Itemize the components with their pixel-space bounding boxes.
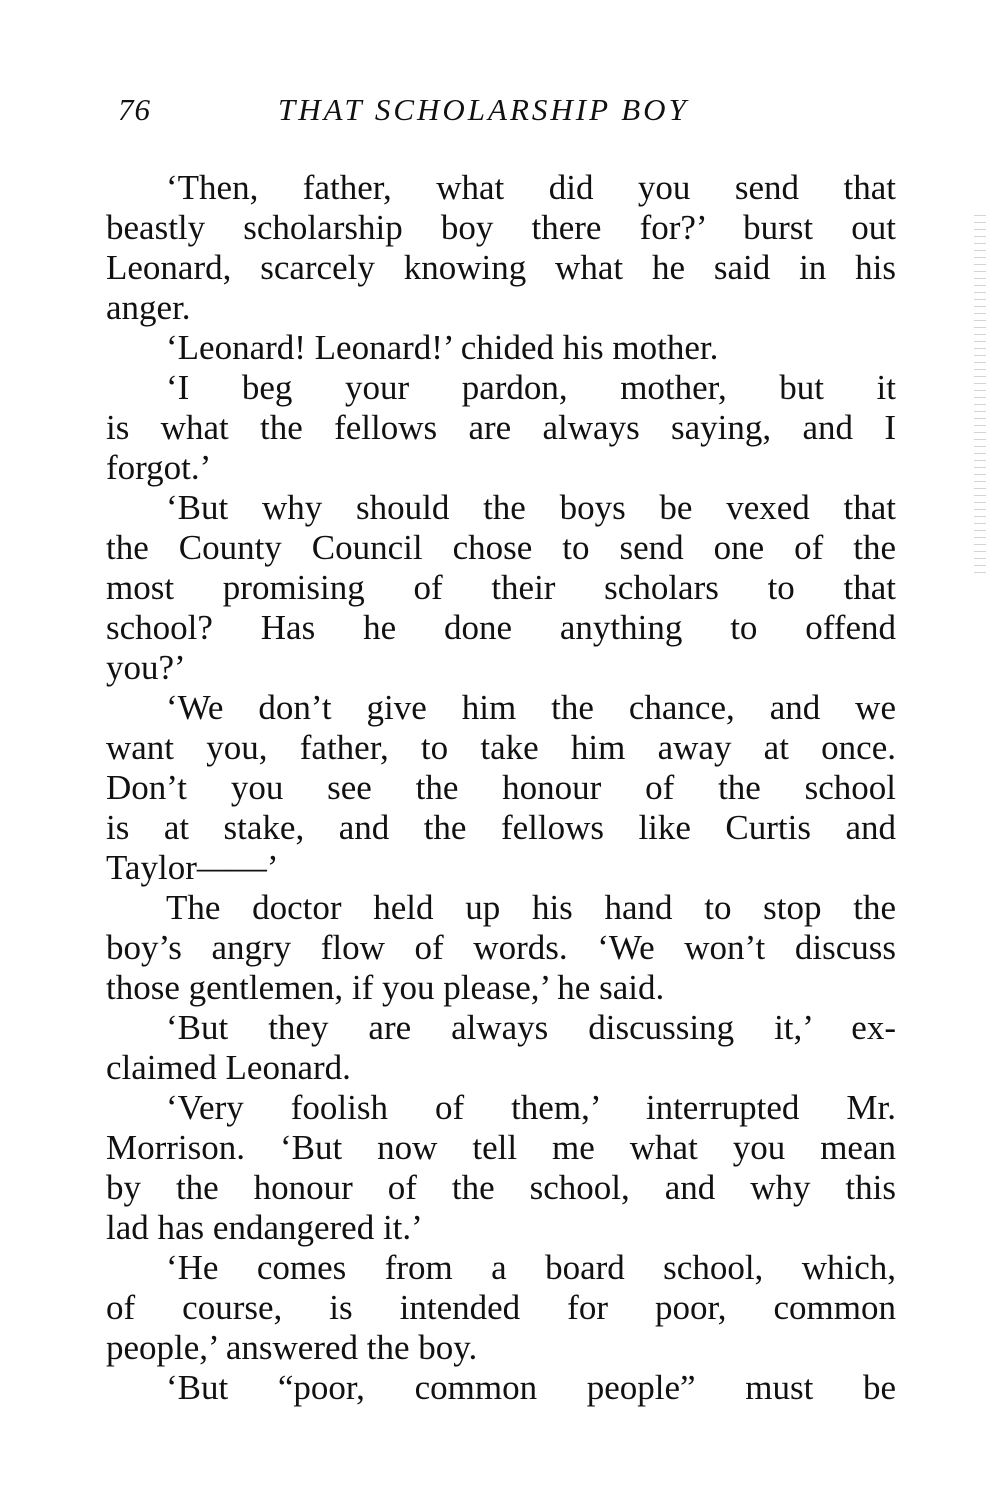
text-line: you?’ — [106, 648, 186, 687]
running-header — [118, 92, 898, 136]
text-line: ‘We don’t give him the chance, and we — [166, 688, 896, 727]
text-line: people,’ answered the boy. — [106, 1328, 478, 1367]
text-line: want you, father, to take him away at once. — [106, 728, 896, 767]
running-title: THAT SCHOLARSHIP BOY — [278, 92, 689, 127]
text-line: Don’t you see the honour of the school — [106, 768, 896, 807]
text-line: anger. — [106, 288, 191, 327]
text-line: ‘He comes from a board school, which, — [166, 1248, 896, 1287]
text-line: Taylor——’ — [106, 848, 279, 887]
text-line: ‘But they are always discussing it,’ ex- — [166, 1008, 896, 1047]
text-line: is at stake, and the fellows like Curtis and — [106, 808, 896, 847]
page-number: 76 — [118, 92, 151, 127]
text-line: is what the fellows are always saying, and I — [106, 408, 896, 447]
text-line: of course, is intended for poor, common — [106, 1288, 896, 1327]
text-line: The doctor held up his hand to stop the — [166, 888, 896, 927]
text-line: boy’s angry flow of words. ‘We won’t discuss — [106, 928, 896, 967]
text-line: by the honour of the school, and why this — [106, 1168, 896, 1207]
text-line: ‘But why should the boys be vexed that — [166, 488, 896, 527]
text-line: beastly scholarship boy there for?’ burst out — [106, 208, 896, 247]
text-line: school? Has he done anything to offend — [106, 608, 896, 647]
text-line: Morrison. ‘But now tell me what you mean — [106, 1128, 896, 1167]
text-line: the County Council chose to send one of the — [106, 528, 896, 567]
text-line: Leonard, scarcely knowing what he said in his — [106, 248, 896, 287]
text-line: lad has endangered it.’ — [106, 1208, 423, 1247]
text-line: ‘But “poor, common people” must be — [166, 1368, 896, 1407]
text-line: claimed Leonard. — [106, 1048, 351, 1087]
text-line: most promising of their scholars to that — [106, 568, 896, 607]
text-line: ‘Very foolish of them,’ interrupted Mr. — [166, 1088, 896, 1127]
text-line: ‘Then, father, what did you send that — [166, 168, 896, 207]
text-line: those gentlemen, if you please,’ he said. — [106, 968, 665, 1007]
text-line: ‘I beg your pardon, mother, but it — [166, 368, 896, 407]
text-line: forgot.’ — [106, 448, 212, 487]
text-line: ‘Leonard! Leonard!’ chided his mother. — [166, 328, 719, 367]
body-text — [106, 168, 896, 1408]
scan-artifact — [974, 215, 986, 575]
